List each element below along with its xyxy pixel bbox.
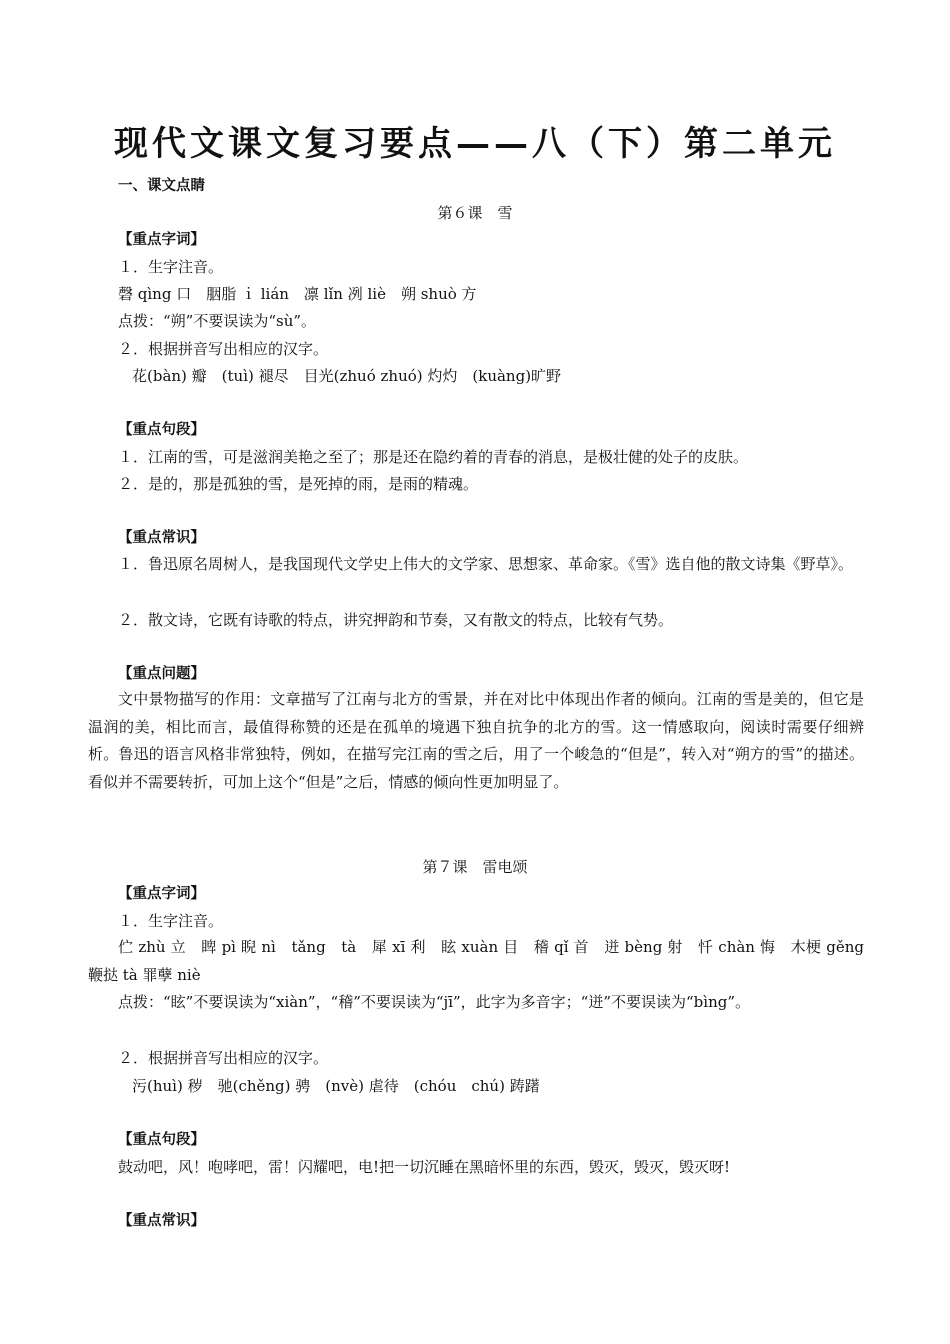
- lesson6-ks-2: ２．是的，那是孤独的雪，是死掉的雨，是雨的精魂。: [118, 475, 479, 493]
- lesson6-ks-1: １．江南的雪，可是滋润美艳之至了；那是还在隐约着的青春的消息，是极壮健的处子的皮肤。: [118, 448, 749, 466]
- lesson7-ks-1: 鼓动吧，风！咆哮吧，雷！闪耀吧，电!把一切沉睡在黑暗怀里的东西，毁灭，毁灭，毁灭呀!: [118, 1158, 731, 1176]
- lesson6-heading: 第６课 雪: [437, 204, 513, 222]
- lesson6-kw-item2: ２．根据拼音写出相应的汉字。: [118, 340, 329, 358]
- lesson7-kw-pinyin-text: 伫 zhù 立 睥 pì 睨 nì tǎng tà 犀 xī 利 眩 xuàn 目 稽 qǐ 首 迸 bèng 射 忏 chàn 悔 木梗 gěng 鞭挞 tà 罪孽 niè: [88, 938, 864, 984]
- lesson6-kk-2: ２．散文诗，它既有诗歌的特点，讲究押韵和节奏，又有散文的特点，比较有气势。: [118, 611, 674, 629]
- section-heading: 一、课文点睛: [118, 178, 205, 194]
- lesson6-kw-tip: 点拨：“朔”不要误读为“sù”。: [118, 312, 317, 330]
- lesson7-kw-item2: ２．根据拼音写出相应的汉字。: [118, 1049, 329, 1067]
- lesson6-kw-pinyin-words: 花(bàn) 瓣 (tuì) 褪尽 目光(zhuó zhuó) 灼灼 (kuàng)旷野: [132, 367, 562, 385]
- lesson6-key-sentences-label: 【重点句段】: [118, 422, 205, 438]
- lesson6-kk-1: １．鲁迅原名周树人，是我国现代文学史上伟大的文学家、思想家、革命家。《雪》选自他的散文诗集《野草》。: [118, 555, 854, 573]
- lesson6-kw-pinyin-line: 磬 qìng 口 胭脂 ｉ lián 凛 lǐn 冽 liè 朔 shuò 方: [118, 285, 477, 303]
- lesson6-key-question-label: 【重点问题】: [118, 666, 205, 682]
- lesson6-key-knowledge-label: 【重点常识】: [118, 530, 205, 546]
- lesson7-kw-item1: １．生字注音。: [118, 912, 224, 930]
- lesson7-kw-tip: 点拨：“眩”不要误读为“xiàn”，“稽”不要误读为“jī”，此字为多音字；“迸”不要误读为“bìng”。: [118, 993, 750, 1011]
- lesson7-key-knowledge-label: 【重点常识】: [118, 1213, 205, 1229]
- lesson7-key-sentences-label: 【重点句段】: [118, 1132, 205, 1148]
- lesson6-kq-text: 文中景物描写的作用：文章描写了江南与北方的雪景，并在对比中体现出作者的倾向。江南的雪是美的，但它是温润的美，相比而言，最值得称赞的还是在孤单的境遇下独自抗争的北方的雪。这一情感取向，阅读时需要仔细辨析。鲁迅的语言风格非常独特，例如，在描写完江南的雪之后，用了一个峻急的“但是”，转入对“朔方的雪”的描述。看似并不需要转折，可加上这个“但是”之后，情感的倾向性更加明显了。: [88, 690, 864, 791]
- lesson7-kw-pinyin-words: 污(huì) 秽 驰(chěng) 骋 (nvè) 虐待 (chóu chú) 踌躇: [132, 1077, 540, 1095]
- page-title: 现代文课文复习要点——八（下）第二单元: [114, 124, 836, 164]
- lesson7-heading: 第７课 雷电颂: [422, 858, 528, 876]
- lesson6-key-words-label: 【重点字词】: [118, 232, 205, 248]
- lesson6-kw-item1: １．生字注音。: [118, 258, 224, 276]
- lesson7-key-words-label: 【重点字词】: [118, 886, 205, 902]
